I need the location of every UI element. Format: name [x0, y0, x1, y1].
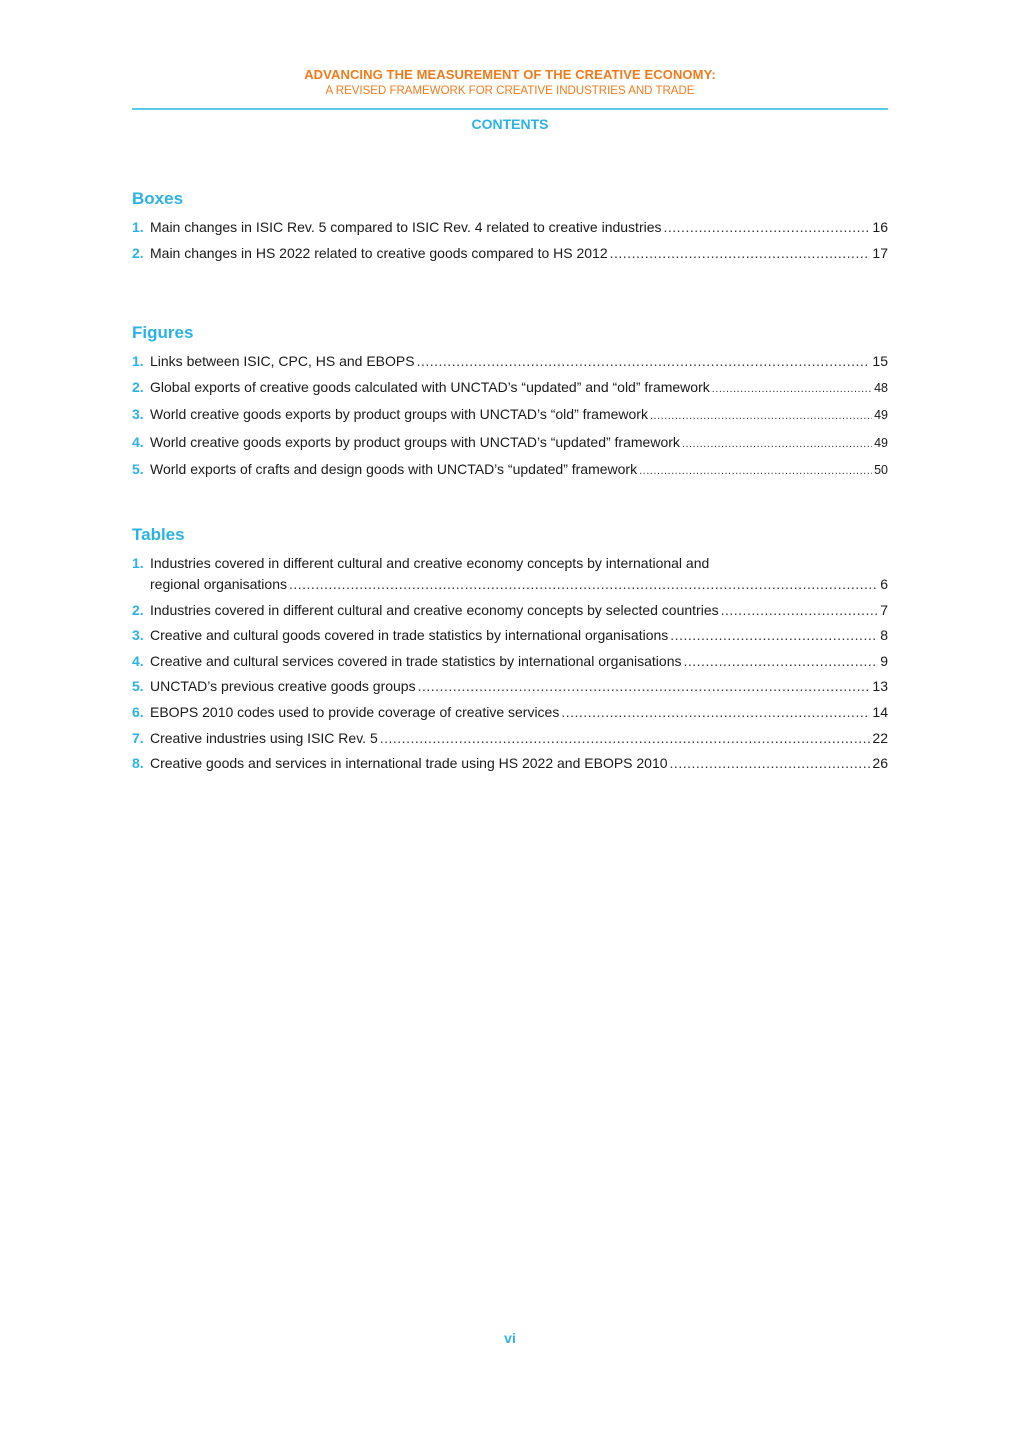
dot-leader [418, 676, 871, 696]
entry-text-line1: Industries covered in different cultural and creative economy concepts by international and [150, 555, 710, 571]
entry-number: 5. [132, 461, 144, 478]
toc-entry[interactable] [132, 377, 888, 399]
dot-leader [682, 434, 872, 454]
dot-leader [610, 243, 871, 263]
contents-heading: CONTENTS [471, 116, 549, 132]
toc-entry[interactable] [132, 217, 888, 237]
entry-text: EBOPS 2010 codes used to provide coverage of creative services [150, 703, 560, 720]
entry-text: Creative industries using ISIC Rev. 5 [150, 729, 378, 746]
entry-page: 22 [872, 729, 888, 746]
entry-page: 16 [872, 219, 888, 235]
entry-page: 48 [874, 380, 888, 395]
entry-page: 15 [872, 353, 888, 369]
toc-entry[interactable] [132, 243, 888, 263]
toc-entry[interactable] [132, 404, 888, 426]
dot-leader [289, 574, 878, 594]
entry-number: 1. [132, 555, 144, 571]
entry-number: 4. [132, 652, 144, 669]
dot-leader [650, 406, 872, 426]
toc-entry[interactable] [132, 553, 888, 594]
entry-text: Creative and cultural services covered in trade statistics by international organisations [150, 652, 682, 669]
page-number: vi [504, 1330, 516, 1346]
dot-leader [380, 728, 871, 748]
entry-text: World exports of crafts and design goods with UNCTAD’s “updated” framework [150, 461, 638, 478]
dot-leader [670, 625, 878, 645]
entry-number: 4. [132, 433, 144, 450]
entry-text: Links between ISIC, CPC, HS and EBOPS [150, 353, 415, 369]
dot-leader [664, 217, 871, 237]
entry-page: 26 [872, 755, 888, 772]
entry-text: Global exports of creative goods calculated with UNCTAD’s “updated” and “old” framework [150, 378, 710, 395]
entry-page: 9 [880, 652, 888, 669]
dot-leader [712, 379, 872, 399]
figures-section [132, 321, 888, 487]
toc-entry[interactable] [132, 753, 888, 773]
document-subtitle: A REVISED FRAMEWORK FOR CREATIVE INDUSTRIES AND TRADE [325, 85, 695, 97]
entry-number: 2. [132, 378, 144, 395]
dot-leader [721, 600, 879, 620]
toc-entry[interactable] [132, 728, 888, 748]
entry-page: 50 [874, 463, 888, 478]
entry-number: 2. [132, 601, 144, 618]
tables-section [132, 523, 888, 779]
dot-leader [684, 651, 879, 671]
entry-text: Main changes in ISIC Rev. 5 compared to ISIC Rev. 4 related to creative industries [150, 219, 662, 235]
entry-number: 1. [132, 353, 144, 369]
entry-page: 49 [874, 408, 888, 423]
entry-page: 49 [874, 435, 888, 450]
document-title: ADVANCING THE MEASUREMENT OF THE CREATIVE ECONOMY: [304, 67, 716, 82]
entry-text: Main changes in HS 2022 related to creative goods compared to HS 2012 [150, 244, 608, 261]
dot-leader [670, 753, 871, 773]
entry-page: 7 [880, 601, 888, 618]
entry-text: Industries covered in different cultural and creative economy concepts by selected countries [150, 601, 719, 618]
boxes-heading: Boxes [132, 189, 184, 208]
entry-number: 6. [132, 703, 144, 720]
header-divider [132, 108, 888, 110]
toc-entry[interactable] [132, 651, 888, 671]
toc-entry[interactable] [132, 676, 888, 696]
entry-page: 6 [880, 576, 888, 592]
entry-text: World creative goods exports by product groups with UNCTAD’s “old” framework [150, 406, 648, 423]
toc-entry[interactable] [132, 432, 888, 454]
entry-text: UNCTAD’s previous creative goods groups [150, 678, 416, 695]
entry-page: 14 [872, 703, 888, 720]
dot-leader [639, 461, 872, 481]
entry-number: 3. [132, 406, 144, 423]
toc-entry[interactable] [132, 702, 888, 722]
running-header [132, 66, 888, 99]
toc-entry[interactable] [132, 351, 888, 371]
entry-text: regional organisations [150, 576, 287, 592]
entry-number: 1. [132, 219, 144, 235]
dot-leader [417, 351, 871, 371]
toc-entry[interactable] [132, 600, 888, 620]
entry-number: 3. [132, 627, 144, 644]
boxes-section [132, 187, 888, 268]
entry-page: 8 [880, 627, 888, 644]
figures-heading: Figures [132, 323, 194, 342]
entry-text: Creative goods and services in international trade using HS 2022 and EBOPS 2010 [150, 755, 668, 772]
tables-heading: Tables [132, 525, 185, 544]
entry-text: Creative and cultural goods covered in trade statistics by international organisations [150, 627, 669, 644]
entry-number: 8. [132, 755, 144, 772]
entry-number: 2. [132, 244, 144, 261]
entry-page: 13 [872, 678, 888, 695]
entry-text: World creative goods exports by product groups with UNCTAD’s “updated” framework [150, 433, 680, 450]
entry-number: 5. [132, 678, 144, 695]
dot-leader [561, 702, 870, 722]
entry-number: 7. [132, 729, 144, 746]
toc-entry[interactable] [132, 459, 888, 481]
toc-entry[interactable] [132, 625, 888, 645]
entry-page: 17 [872, 244, 888, 261]
